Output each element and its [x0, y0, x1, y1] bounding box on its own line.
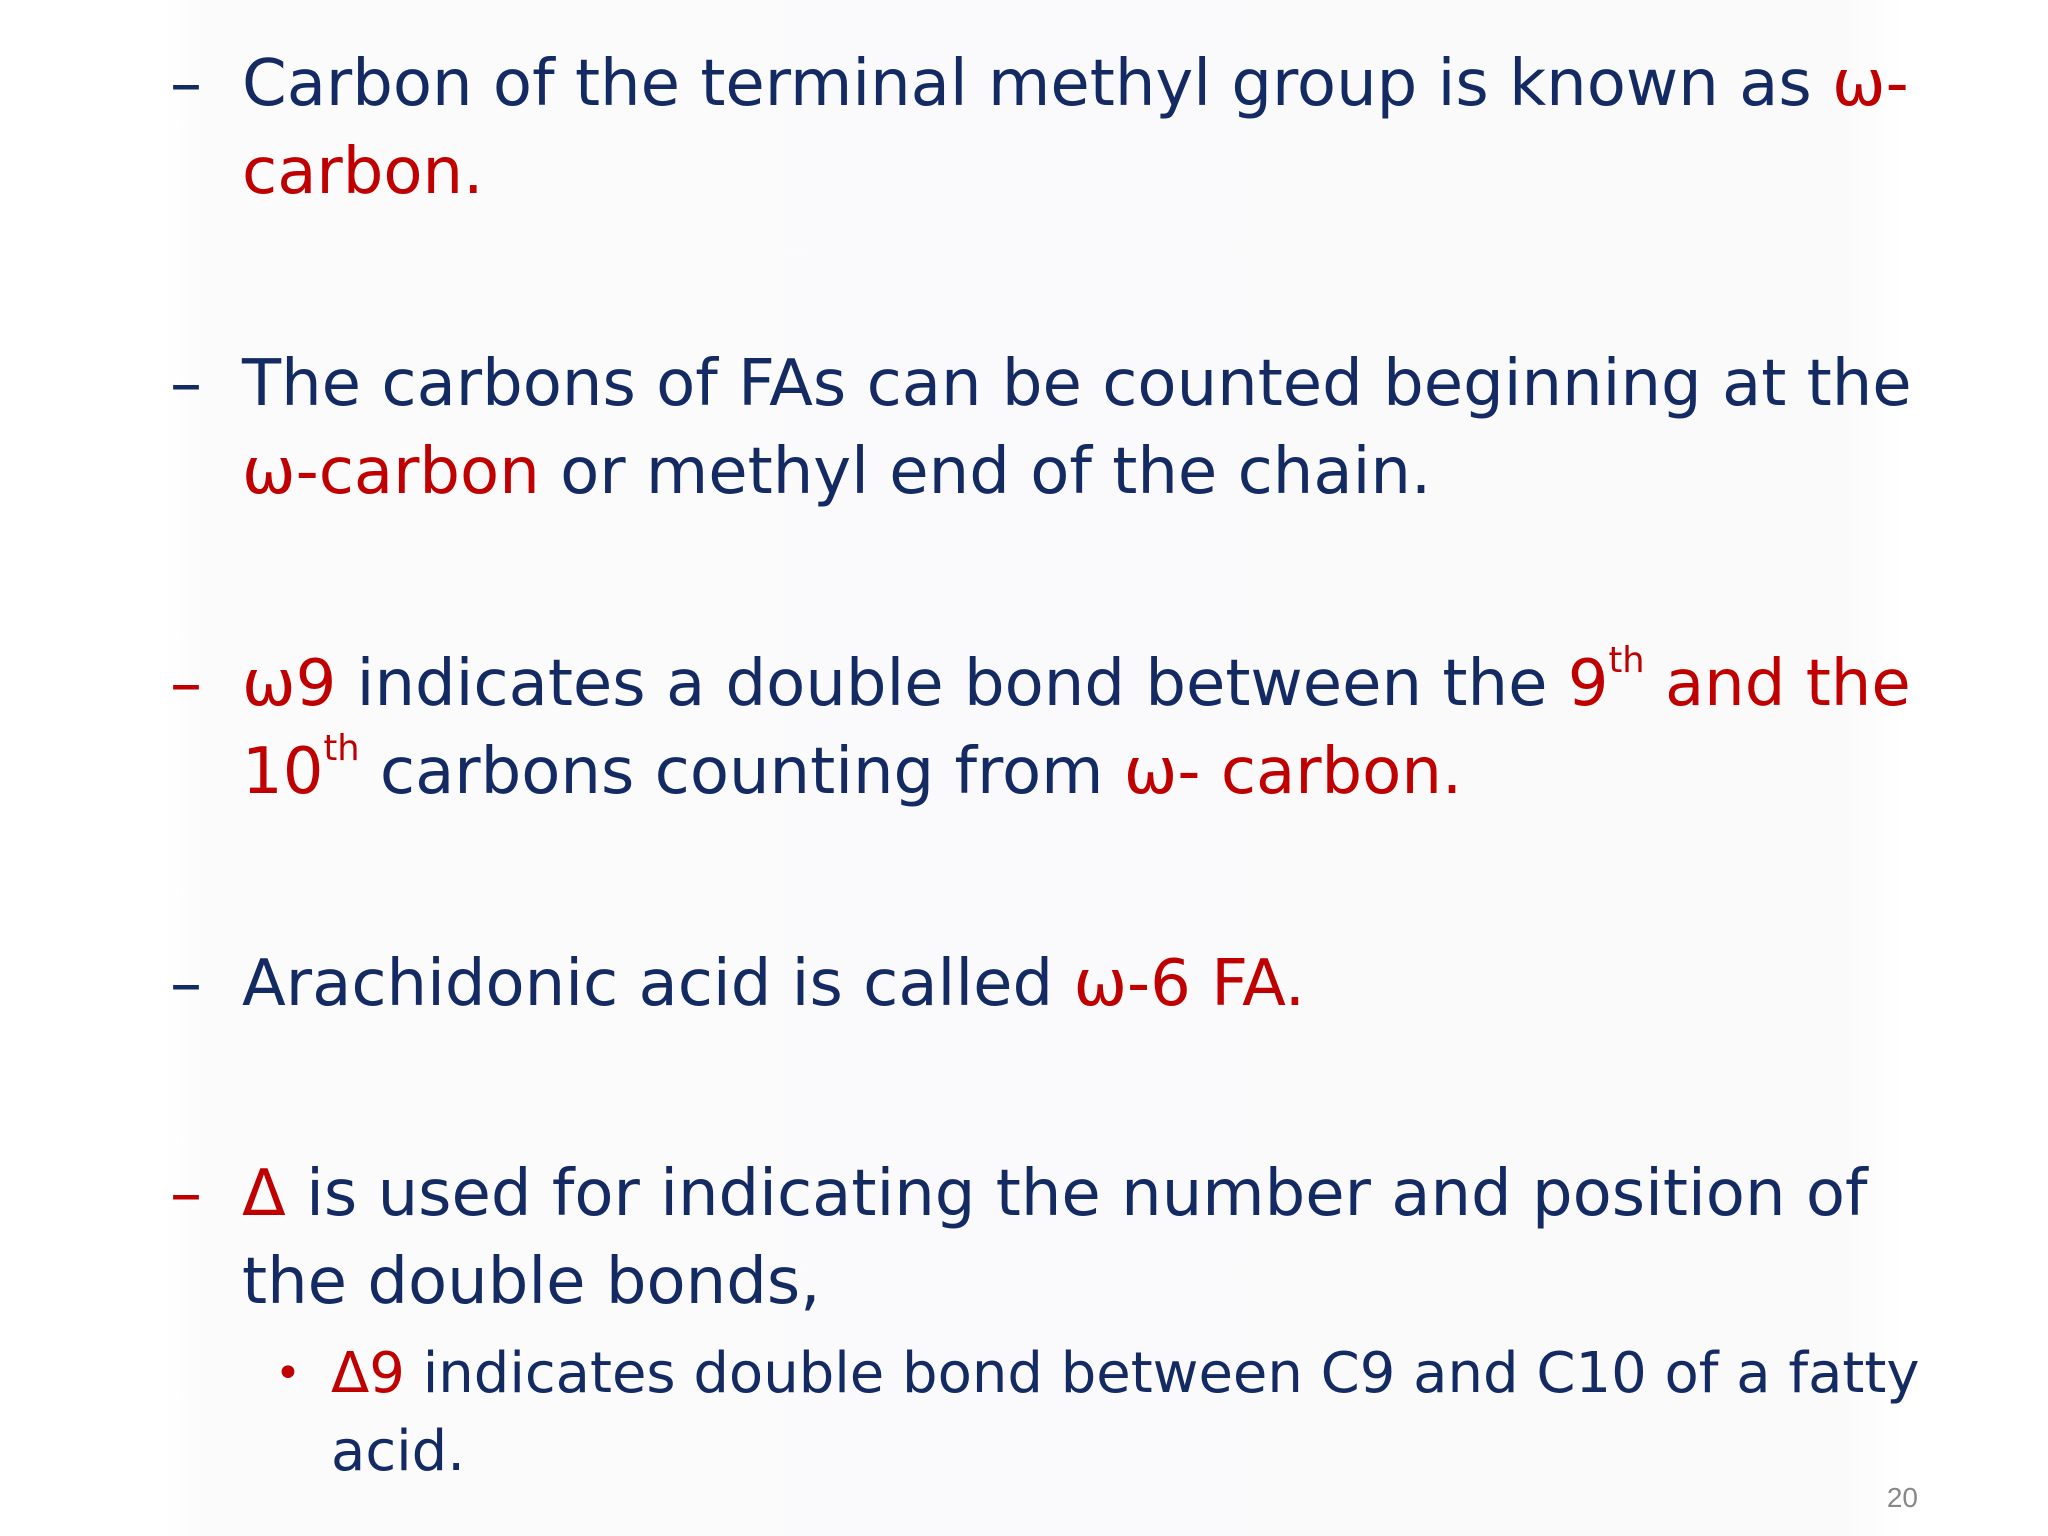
bullet-text	[242, 940, 1982, 1028]
text-segment: the double bonds,	[242, 1245, 821, 1319]
highlight-segment: ω-	[1811, 47, 1909, 121]
text-segment: The carbons of FAs can be counted beginning at the	[242, 347, 1912, 421]
superscript: th	[1608, 639, 1645, 681]
bullet-text	[242, 340, 1982, 516]
bullet-line	[242, 940, 1982, 1028]
bullet-line	[242, 1150, 1982, 1238]
bullet-line	[242, 40, 1982, 128]
sub-bullet-delta9	[275, 1335, 1995, 1491]
highlight-segment: 10	[242, 735, 324, 809]
bullet-line	[242, 128, 1982, 216]
bullet-text	[242, 40, 1982, 216]
highlight-segment: and the	[1644, 647, 1911, 721]
dash-marker: –	[170, 1157, 202, 1231]
text-segment: carbons counting from	[359, 735, 1124, 809]
highlight-segment: 9	[1567, 647, 1609, 721]
text-segment: Carbon of the terminal methyl group is known as	[242, 47, 1812, 121]
bullet-line	[242, 728, 1982, 816]
superscript: th	[323, 727, 360, 769]
bullet-omega-carbon-definition	[170, 40, 1990, 216]
bullet-delta-notation	[170, 1150, 1990, 1326]
bullet-line	[242, 340, 1982, 428]
bullet-omega9-double-bond	[170, 640, 1990, 816]
bullet-text	[242, 1150, 1982, 1326]
text-segment: indicates a double bond between the	[336, 647, 1568, 721]
highlight-segment: ω-6 FA.	[1073, 947, 1306, 1021]
page-number: 20	[1886, 1482, 1918, 1513]
bullet-line	[242, 640, 1982, 728]
bullet-arachidonic-acid	[170, 940, 1990, 1028]
bullet-dot: •	[275, 1348, 301, 1399]
highlight-segment: ω-carbon	[242, 435, 540, 509]
dash-marker: –	[170, 947, 202, 1021]
bullet-text	[242, 640, 1982, 816]
highlight-segment: Δ	[242, 1157, 286, 1231]
bullet-counting-from-omega	[170, 340, 1990, 516]
text-segment: acid.	[331, 1419, 466, 1484]
sub-bullet-line	[331, 1335, 1995, 1413]
dash-marker: –	[170, 347, 202, 421]
sub-bullet-text	[331, 1335, 1995, 1491]
bullet-line	[242, 1238, 1982, 1326]
dash-marker: –	[170, 647, 202, 721]
text-segment: Arachidonic acid is called	[242, 947, 1074, 1021]
bullet-line	[242, 428, 1982, 516]
sub-bullet-line	[331, 1413, 1995, 1491]
text-segment: indicates double bond between C9 and C10 of a fatty	[404, 1341, 1920, 1406]
text-segment: is used for indicating the number and position of	[285, 1157, 1868, 1231]
highlight-segment: ω9	[242, 647, 337, 721]
highlight-segment: Δ9	[331, 1341, 405, 1406]
text-segment: or methyl end of the chain.	[539, 435, 1432, 509]
dash-marker: –	[170, 47, 202, 121]
highlight-segment: ω- carbon.	[1123, 735, 1463, 809]
highlight-segment: carbon.	[242, 135, 484, 209]
